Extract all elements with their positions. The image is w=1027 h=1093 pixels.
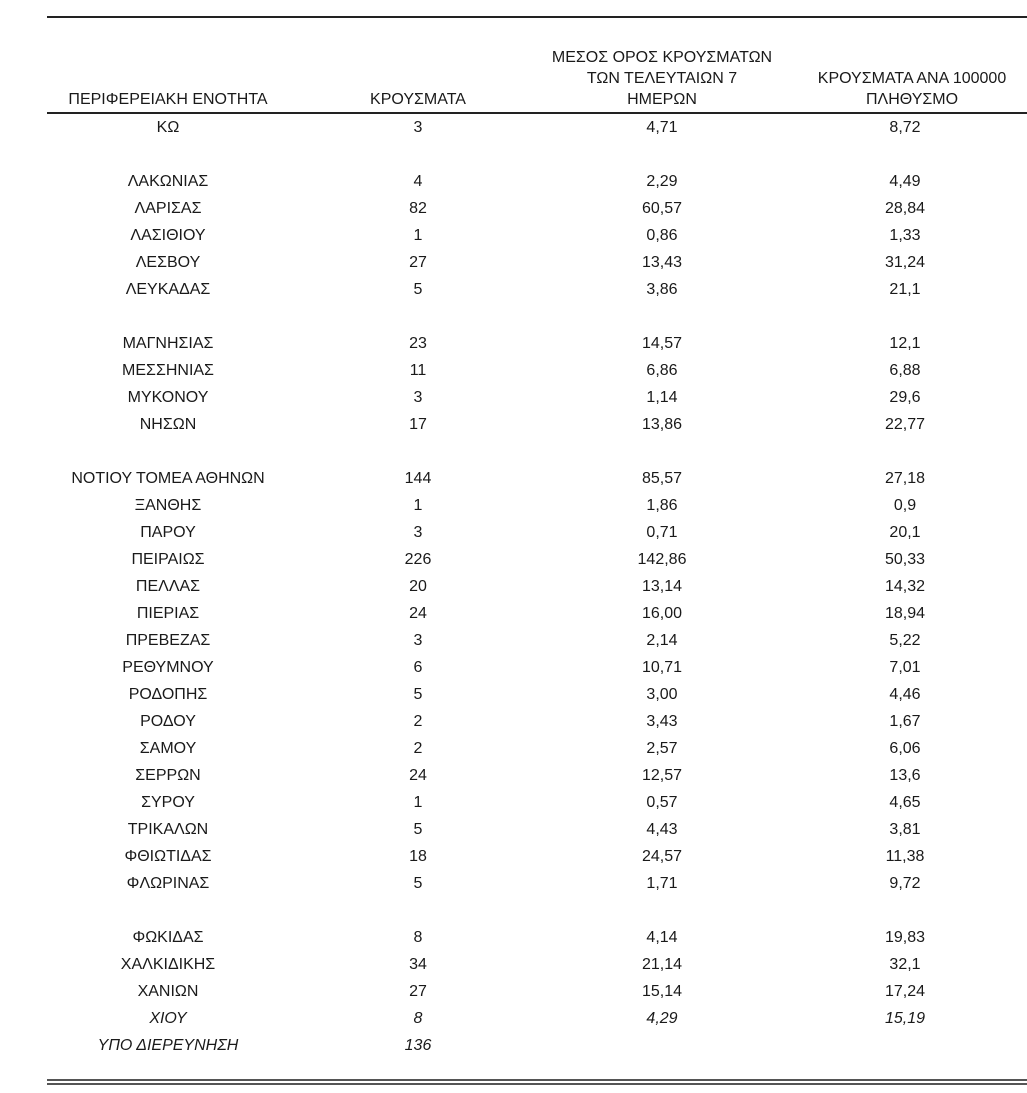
cell-avg7: 1,86 bbox=[646, 497, 678, 514]
header-per100k bbox=[782, 68, 1027, 110]
table-row bbox=[47, 708, 1027, 735]
cell-per100k: 3,81 bbox=[889, 821, 921, 838]
spacer-row bbox=[47, 897, 1027, 924]
header-per100k-line1: ΚΡΟΥΣΜΑΤΑ ΑΝΑ 100000 bbox=[817, 70, 1007, 87]
cell-region: ΣΑΜΟΥ bbox=[139, 740, 197, 757]
cell-avg7: 3,86 bbox=[646, 281, 678, 298]
cell-per100k: 5,22 bbox=[889, 632, 921, 649]
cell-region: ΛΑΚΩΝΙΑΣ bbox=[127, 173, 209, 190]
cell-cases: 20 bbox=[409, 578, 427, 595]
cell-region: ΣΕΡΡΩΝ bbox=[135, 767, 201, 784]
cell-cases: 24 bbox=[409, 605, 427, 622]
cell-region: ΠΑΡΟΥ bbox=[140, 524, 196, 541]
cell-per100k: 20,1 bbox=[889, 524, 921, 541]
cell-region: ΧΙΟΥ bbox=[149, 1010, 187, 1027]
table-row bbox=[47, 384, 1027, 411]
spacer-row bbox=[47, 303, 1027, 330]
header-per100k-line2: ΠΛΗΘΥΣΜΟ bbox=[865, 91, 959, 108]
table-row bbox=[47, 1005, 1027, 1032]
cell-per100k: 6,88 bbox=[889, 362, 921, 379]
cell-per100k: 7,01 bbox=[889, 659, 921, 676]
cell-per100k: 19,83 bbox=[884, 929, 926, 946]
table-row bbox=[47, 627, 1027, 654]
cell-cases: 27 bbox=[409, 254, 427, 271]
cell-region: ΜΑΓΝΗΣΙΑΣ bbox=[122, 335, 214, 352]
cell-cases: 2 bbox=[413, 740, 423, 757]
cell-avg7: 13,43 bbox=[641, 254, 683, 271]
cell-region: ΝΗΣΩΝ bbox=[139, 416, 197, 433]
cell-per100k: 28,84 bbox=[884, 200, 926, 217]
table-row bbox=[47, 681, 1027, 708]
cell-per100k: 12,1 bbox=[889, 335, 921, 352]
cell-per100k: 27,18 bbox=[884, 470, 926, 487]
table-row bbox=[47, 843, 1027, 870]
cell-per100k: 13,6 bbox=[889, 767, 921, 784]
cell-per100k: 31,24 bbox=[884, 254, 926, 271]
header-region-label: ΠΕΡΙΦΕΡΕΙΑΚΗ ΕΝΟΤΗΤΑ bbox=[68, 91, 268, 108]
cell-cases: 27 bbox=[409, 983, 427, 1000]
table-row bbox=[47, 330, 1027, 357]
table-row bbox=[47, 735, 1027, 762]
table-row bbox=[47, 654, 1027, 681]
cell-region: ΛΕΥΚΑΔΑΣ bbox=[125, 281, 211, 298]
cell-region: ΚΩ bbox=[156, 119, 180, 136]
cell-region: ΥΠΟ ΔΙΕΡΕΥΝΗΣΗ bbox=[97, 1037, 239, 1054]
cell-region: ΠΕΙΡΑΙΩΣ bbox=[131, 551, 205, 568]
cell-avg7: 2,29 bbox=[646, 173, 678, 190]
cell-region: ΧΑΝΙΩΝ bbox=[137, 983, 199, 1000]
table-row bbox=[47, 951, 1027, 978]
cell-per100k: 1,33 bbox=[889, 227, 921, 244]
cell-per100k: 14,32 bbox=[884, 578, 926, 595]
cell-avg7: 2,14 bbox=[646, 632, 678, 649]
cell-cases: 3 bbox=[413, 389, 423, 406]
table-row bbox=[47, 546, 1027, 573]
cell-avg7: 1,71 bbox=[646, 875, 678, 892]
cell-per100k: 0,9 bbox=[893, 497, 917, 514]
cell-cases: 3 bbox=[413, 632, 423, 649]
cell-avg7: 16,00 bbox=[641, 605, 683, 622]
cell-cases: 5 bbox=[413, 875, 423, 892]
table-row bbox=[47, 816, 1027, 843]
cell-cases: 17 bbox=[409, 416, 427, 433]
cell-cases: 34 bbox=[409, 956, 427, 973]
table-row bbox=[47, 357, 1027, 384]
cell-region: ΜΕΣΣΗΝΙΑΣ bbox=[122, 362, 214, 379]
cell-per100k: 4,65 bbox=[889, 794, 921, 811]
table-row bbox=[47, 573, 1027, 600]
cell-region: ΧΑΛΚΙΔΙΚΗΣ bbox=[120, 956, 216, 973]
header-avg7-line2: ΤΩΝ ΤΕΛΕΥΤΑΙΩΝ 7 bbox=[586, 70, 738, 87]
cell-region: ΡΟΔΟΠΗΣ bbox=[128, 686, 208, 703]
cell-per100k: 8,72 bbox=[889, 119, 921, 136]
cell-cases: 2 bbox=[413, 713, 423, 730]
cell-region: ΛΑΣΙΘΙΟΥ bbox=[130, 227, 206, 244]
cell-avg7: 3,43 bbox=[646, 713, 678, 730]
cell-region: ΤΡΙΚΑΛΩΝ bbox=[127, 821, 209, 838]
cell-avg7: 3,00 bbox=[646, 686, 678, 703]
cell-avg7: 6,86 bbox=[646, 362, 678, 379]
cell-region: ΝΟΤΙΟΥ ΤΟΜΕΑ ΑΘΗΝΩΝ bbox=[71, 470, 265, 487]
cell-cases: 5 bbox=[413, 686, 423, 703]
table-row bbox=[47, 978, 1027, 1005]
cell-per100k: 18,94 bbox=[884, 605, 926, 622]
cell-cases: 1 bbox=[413, 794, 423, 811]
cell-avg7: 60,57 bbox=[641, 200, 683, 217]
cell-region: ΞΑΝΘΗΣ bbox=[134, 497, 202, 514]
cell-cases: 144 bbox=[404, 470, 432, 487]
cell-region: ΣΥΡΟΥ bbox=[141, 794, 195, 811]
cell-avg7: 85,57 bbox=[641, 470, 683, 487]
cell-region: ΡΕΘΥΜΝΟΥ bbox=[122, 659, 214, 676]
cell-avg7: 4,71 bbox=[646, 119, 678, 136]
table-bottom-rule-double bbox=[47, 1083, 1027, 1085]
spacer-row bbox=[47, 141, 1027, 168]
cell-avg7: 15,14 bbox=[641, 983, 683, 1000]
cell-avg7: 12,57 bbox=[641, 767, 683, 784]
cell-avg7: 4,14 bbox=[646, 929, 678, 946]
cell-cases: 8 bbox=[413, 929, 423, 946]
table-row bbox=[47, 276, 1027, 303]
header-avg7-line1: ΜΕΣΟΣ ΟΡΟΣ ΚΡΟΥΣΜΑΤΩΝ bbox=[551, 49, 773, 66]
cell-region: ΦΘΙΩΤΙΔΑΣ bbox=[124, 848, 212, 865]
cell-avg7: 2,57 bbox=[646, 740, 678, 757]
cell-per100k: 4,46 bbox=[889, 686, 921, 703]
table-row bbox=[47, 465, 1027, 492]
cell-avg7: 10,71 bbox=[641, 659, 683, 676]
cell-avg7: 0,86 bbox=[646, 227, 678, 244]
table-bottom-rule bbox=[47, 1079, 1027, 1081]
cell-per100k: 29,6 bbox=[889, 389, 921, 406]
cell-per100k: 15,19 bbox=[884, 1010, 926, 1027]
table-body bbox=[47, 114, 1027, 1059]
cell-cases: 82 bbox=[409, 200, 427, 217]
spacer-row bbox=[47, 438, 1027, 465]
table-row bbox=[47, 1032, 1027, 1059]
cell-cases: 6 bbox=[413, 659, 423, 676]
cell-cases: 23 bbox=[409, 335, 427, 352]
cell-avg7: 14,57 bbox=[641, 335, 683, 352]
cell-per100k: 11,38 bbox=[885, 848, 925, 865]
cell-region: ΜΥΚΟΝΟΥ bbox=[127, 389, 209, 406]
cell-per100k: 50,33 bbox=[884, 551, 926, 568]
cell-avg7: 0,57 bbox=[646, 794, 678, 811]
cell-per100k: 21,1 bbox=[889, 281, 921, 298]
cell-avg7: 24,57 bbox=[641, 848, 683, 865]
cell-region: ΠΕΛΛΑΣ bbox=[135, 578, 201, 595]
cell-per100k: 4,49 bbox=[889, 173, 921, 190]
cell-cases: 11 bbox=[409, 362, 427, 379]
cell-avg7: 13,86 bbox=[641, 416, 683, 433]
cell-per100k: 9,72 bbox=[889, 875, 921, 892]
cell-cases: 3 bbox=[413, 524, 423, 541]
table-row bbox=[47, 195, 1027, 222]
cell-cases: 24 bbox=[409, 767, 427, 784]
cell-region: ΡΟΔΟΥ bbox=[140, 713, 196, 730]
header-cases-label: ΚΡΟΥΣΜΑΤΑ bbox=[370, 91, 466, 108]
cell-per100k: 22,77 bbox=[884, 416, 926, 433]
table-row bbox=[47, 519, 1027, 546]
table-row bbox=[47, 114, 1027, 141]
table-row bbox=[47, 168, 1027, 195]
cell-per100k: 32,1 bbox=[889, 956, 921, 973]
cell-per100k: 6,06 bbox=[889, 740, 921, 757]
table-row bbox=[47, 411, 1027, 438]
cell-region: ΠΡΕΒΕΖΑΣ bbox=[125, 632, 211, 649]
table-row bbox=[47, 249, 1027, 276]
header-region bbox=[47, 89, 289, 110]
cell-avg7: 4,43 bbox=[646, 821, 678, 838]
header-avg7-line3: ΗΜΕΡΩΝ bbox=[627, 91, 697, 108]
cell-cases: 8 bbox=[413, 1010, 423, 1027]
table-row bbox=[47, 870, 1027, 897]
cell-per100k: 17,24 bbox=[884, 983, 926, 1000]
cell-cases: 226 bbox=[404, 551, 432, 568]
table-row bbox=[47, 789, 1027, 816]
cell-cases: 5 bbox=[413, 281, 423, 298]
cell-cases: 1 bbox=[413, 497, 423, 514]
cell-per100k: 1,67 bbox=[889, 713, 921, 730]
header-avg7 bbox=[527, 47, 797, 110]
table-row bbox=[47, 924, 1027, 951]
cell-region: ΦΛΩΡΙΝΑΣ bbox=[126, 875, 210, 892]
cell-cases: 5 bbox=[413, 821, 423, 838]
cell-cases: 136 bbox=[404, 1037, 432, 1054]
cell-avg7: 13,14 bbox=[641, 578, 683, 595]
header-cases bbox=[347, 89, 489, 110]
table-row bbox=[47, 222, 1027, 249]
cell-region: ΛΑΡΙΣΑΣ bbox=[134, 200, 202, 217]
table-top-rule bbox=[47, 16, 1027, 18]
cell-cases: 18 bbox=[409, 848, 427, 865]
cell-region: ΛΕΣΒΟΥ bbox=[135, 254, 201, 271]
table-row bbox=[47, 492, 1027, 519]
cell-avg7: 1,14 bbox=[646, 389, 678, 406]
table-row bbox=[47, 600, 1027, 627]
cell-avg7: 21,14 bbox=[641, 956, 683, 973]
cell-region: ΠΙΕΡΙΑΣ bbox=[136, 605, 200, 622]
table-row bbox=[47, 762, 1027, 789]
cell-avg7: 4,29 bbox=[646, 1010, 678, 1027]
cell-cases: 1 bbox=[413, 227, 423, 244]
cell-cases: 3 bbox=[413, 119, 423, 136]
table-header bbox=[47, 36, 1027, 112]
cell-avg7: 0,71 bbox=[646, 524, 678, 541]
cell-region: ΦΩΚΙΔΑΣ bbox=[132, 929, 204, 946]
cell-avg7: 142,86 bbox=[637, 551, 687, 568]
cell-cases: 4 bbox=[413, 173, 423, 190]
